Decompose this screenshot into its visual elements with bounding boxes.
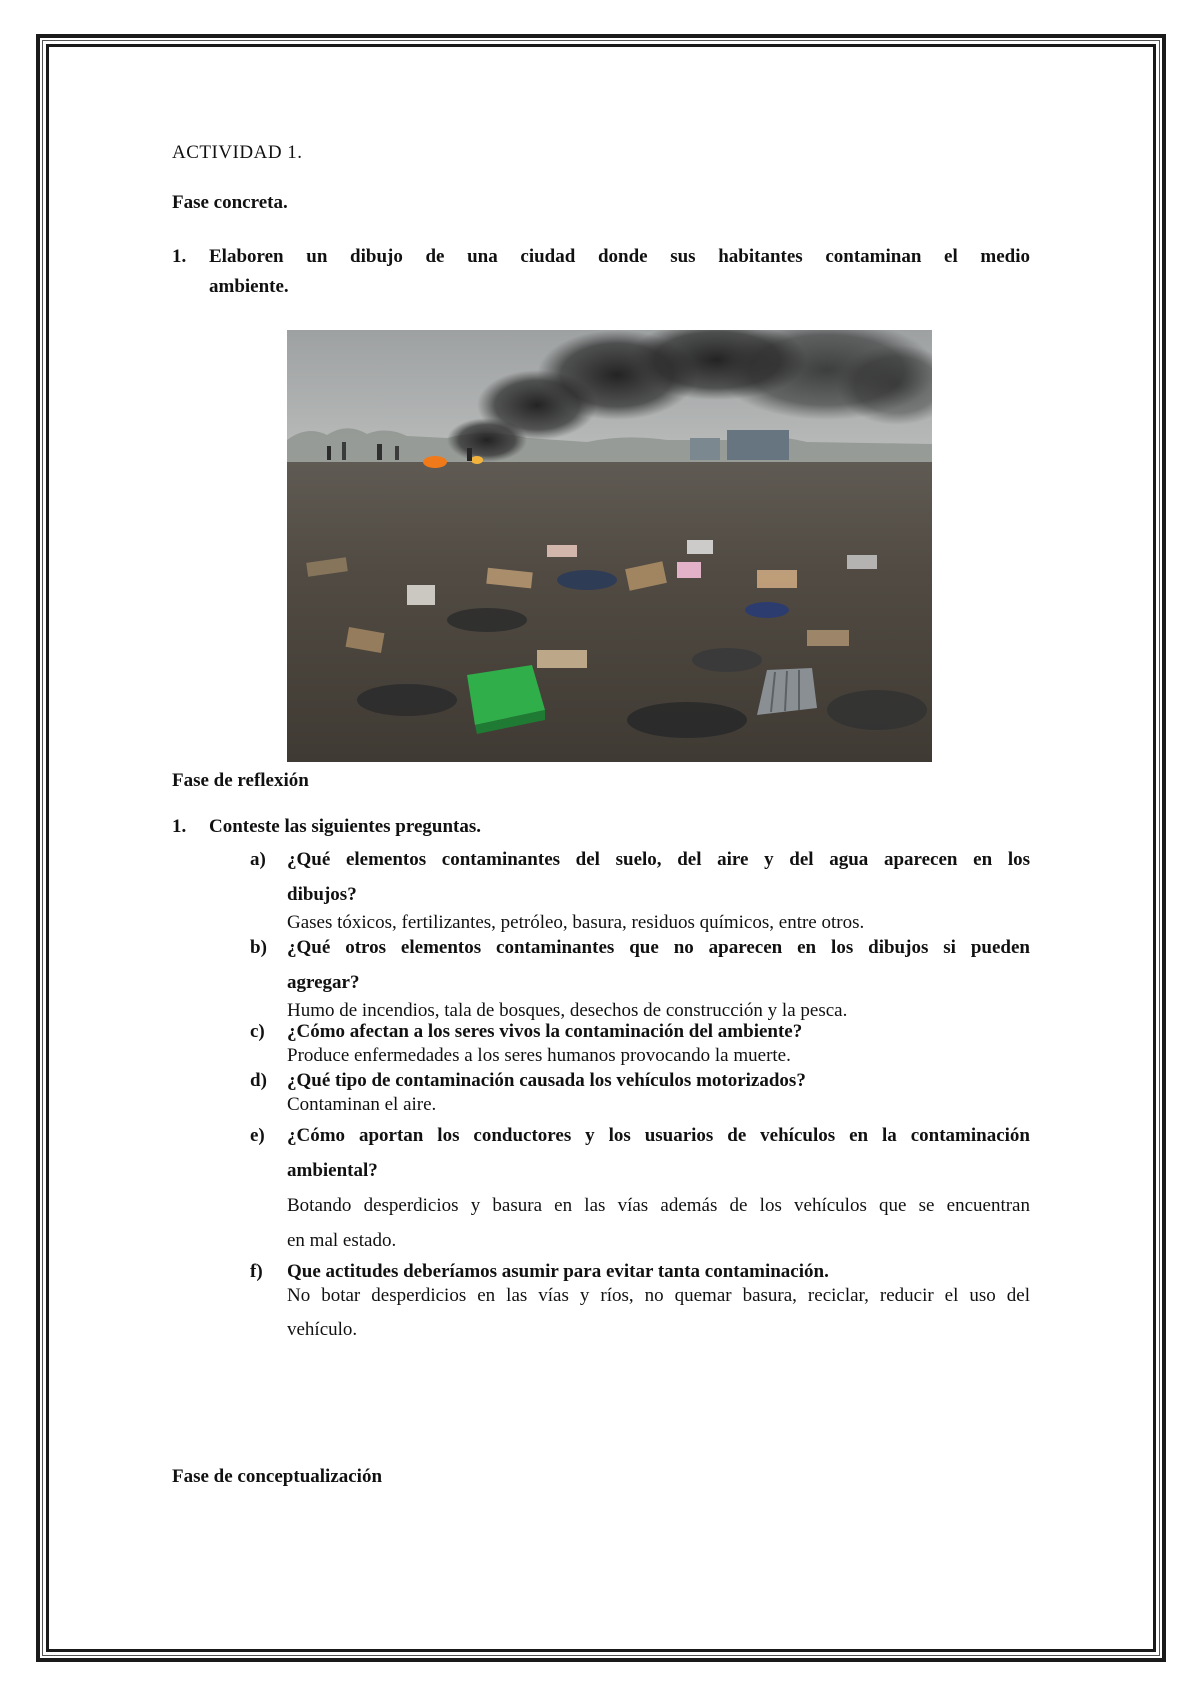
- answer-a: Gases tóxicos, fertilizantes, petróleo, basura, residuos químicos, entre otros.: [287, 912, 865, 933]
- task-1-number: 1.: [172, 246, 187, 267]
- phase-conceptualization-heading: Fase de conceptualización: [172, 1466, 383, 1487]
- question-a-letter: a): [250, 849, 266, 870]
- reflection-item-1-text: Conteste las siguientes preguntas.: [209, 816, 481, 837]
- question-e: [250, 1118, 1030, 1258]
- reflection-item-1-number: 1.: [172, 816, 187, 837]
- question-f-line-1: Que actitudes deberíamos asumir para evitar tanta contaminación.: [287, 1261, 829, 1282]
- question-a: [250, 842, 1030, 934]
- question-c-line-1: ¿Cómo afectan a los seres vivos la contaminación del ambiente?: [287, 1021, 803, 1042]
- question-a-line-1: ¿Qué elementos contaminantes del suelo, del aire y del agua aparecen en los: [287, 849, 1030, 870]
- phase-concrete-heading: Fase concreta.: [172, 192, 288, 213]
- question-b-letter: b): [250, 937, 267, 958]
- question-b-line-1: ¿Qué otros elementos contaminantes que no aparecen en los dibujos si pueden: [287, 937, 1030, 958]
- answer-f-line-1: No botar desperdicios en las vías y ríos, no quemar basura, reciclar, reducir el uso del: [287, 1285, 1030, 1306]
- question-e-line-2: ambiental?: [287, 1160, 378, 1181]
- question-e-line-1: ¿Cómo aportan los conductores y los usuarios de vehículos en la contaminación: [287, 1125, 1030, 1146]
- phase-reflection-heading: Fase de reflexión: [172, 770, 309, 791]
- answer-f-line-2: vehículo.: [287, 1319, 358, 1340]
- question-d-letter: d): [250, 1070, 267, 1091]
- reflection-item-1: [172, 814, 1030, 840]
- question-c: [250, 1020, 1030, 1068]
- task-1-line-2: ambiente.: [209, 276, 289, 297]
- question-b-line-2: agregar?: [287, 972, 360, 993]
- question-d-line-1: ¿Qué tipo de contaminación causada los vehículos motorizados?: [287, 1070, 806, 1091]
- question-f: [250, 1260, 1030, 1352]
- task-1: [172, 242, 1030, 302]
- question-d: [250, 1069, 1030, 1117]
- question-f-letter: f): [250, 1261, 263, 1282]
- answer-e-line-2: en mal estado.: [287, 1230, 397, 1251]
- question-e-letter: e): [250, 1125, 265, 1146]
- question-a-line-2: dibujos?: [287, 884, 357, 905]
- question-c-letter: c): [250, 1021, 265, 1042]
- activity-title: ACTIVIDAD 1.: [172, 142, 303, 163]
- landfill-burning-photo: [287, 330, 932, 762]
- answer-d: Contaminan el aire.: [287, 1094, 437, 1115]
- question-b: [250, 930, 1030, 1022]
- task-1-line-1: Elaboren un dibujo de una ciudad donde sus habitantes contaminan el medio: [209, 246, 1030, 267]
- answer-e-line-1: Botando desperdicios y basura en las vías además de los vehículos que se encuentran: [287, 1195, 1030, 1216]
- answer-b: Humo de incendios, tala de bosques, desechos de construcción y la pesca.: [287, 1000, 848, 1021]
- answer-c: Produce enfermedades a los seres humanos provocando la muerte.: [287, 1045, 791, 1066]
